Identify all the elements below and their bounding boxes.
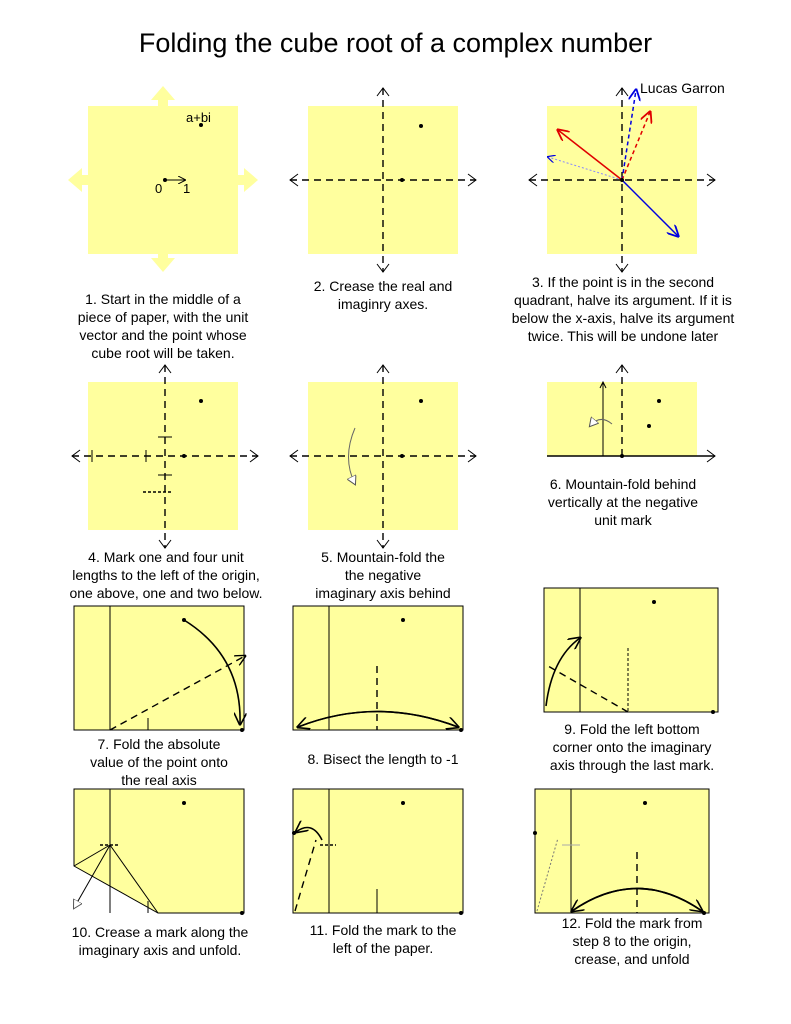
step-2-diagram	[290, 88, 476, 272]
point-marker	[459, 911, 463, 915]
step-1-diagram	[68, 86, 258, 272]
yellow-arrow-up	[151, 86, 175, 108]
complex-point	[419, 399, 423, 403]
step-11-diagram	[292, 789, 463, 915]
complex-point	[199, 399, 203, 403]
origin-point	[620, 454, 624, 458]
paper-rectangle	[74, 606, 244, 730]
point-marker	[292, 831, 296, 835]
origin-label: 0	[155, 181, 163, 196]
author-name: Lucas Garron	[640, 80, 725, 96]
unit-point	[182, 454, 186, 458]
step-10-diagram	[74, 789, 244, 915]
step-8-caption: 8. Bisect the length to -1	[307, 751, 459, 767]
step-11-caption: 11. Fold the mark to the left of the paper.	[309, 922, 457, 956]
yellow-arrow-left	[68, 168, 90, 192]
step-1-caption: 1. Start in the middle of a piece of paper, with the unit vector and the point whose cube root will be taken.	[77, 291, 249, 361]
unit-point	[400, 178, 404, 182]
complex-point	[182, 618, 186, 622]
paper-rectangle	[544, 588, 718, 712]
point-marker	[459, 728, 463, 732]
point-marker	[240, 728, 244, 732]
step-5-diagram	[290, 365, 476, 548]
step-5-caption: 5. Mountain-fold the the negative imaginary axis behind	[315, 549, 451, 601]
yellow-arrow-right	[236, 168, 258, 192]
point-label: a+bi	[186, 110, 211, 125]
step-2-caption: 2. Crease the real and imaginry axes.	[313, 278, 453, 312]
step-4-caption: 4. Mark one and four unit lengths to the left of the origin, one above, one and two below.	[69, 549, 263, 601]
step-10-caption: 10. Crease a mark along the imaginary axis and unfold.	[71, 924, 249, 958]
complex-point	[182, 801, 186, 805]
complex-point	[643, 801, 647, 805]
complex-point	[657, 399, 661, 403]
step-3-diagram	[529, 88, 715, 272]
unit-point	[400, 454, 404, 458]
step-7-diagram	[74, 606, 245, 732]
page-title: Folding the cube root of a complex number	[138, 28, 653, 58]
point-marker	[647, 424, 651, 428]
point-marker	[533, 831, 537, 835]
paper-rectangle	[535, 789, 709, 913]
origin-point	[620, 178, 624, 182]
paper-rectangle	[293, 789, 463, 913]
step-9-diagram	[544, 588, 718, 714]
step-3-caption: 3. If the point is in the second quadrant, halve its argument. If it is below the x-axis, halve its argument twice. This will be undone later	[511, 274, 735, 344]
unit-label: 1	[183, 181, 191, 196]
step-4-diagram	[72, 365, 258, 548]
step-7-caption: 7. Fold the absolute value of the point onto the real axis	[90, 736, 228, 788]
step-6-diagram	[547, 365, 715, 462]
point-marker	[240, 911, 244, 915]
complex-point	[401, 618, 405, 622]
point-marker	[711, 710, 715, 714]
complex-point	[401, 801, 405, 805]
complex-point	[419, 124, 423, 128]
step-8-diagram	[293, 606, 463, 732]
step-12-caption: 12. Fold the mark from step 8 to the origin, crease, and unfold	[561, 915, 703, 967]
step-9-caption: 9. Fold the left bottom corner onto the imaginary axis through the last mark.	[549, 721, 715, 773]
complex-point	[652, 600, 656, 604]
origin-point	[163, 178, 167, 182]
step-6-caption: 6. Mountain-fold behind vertically at the negative unit mark	[547, 476, 699, 528]
step-12-diagram	[533, 789, 709, 915]
